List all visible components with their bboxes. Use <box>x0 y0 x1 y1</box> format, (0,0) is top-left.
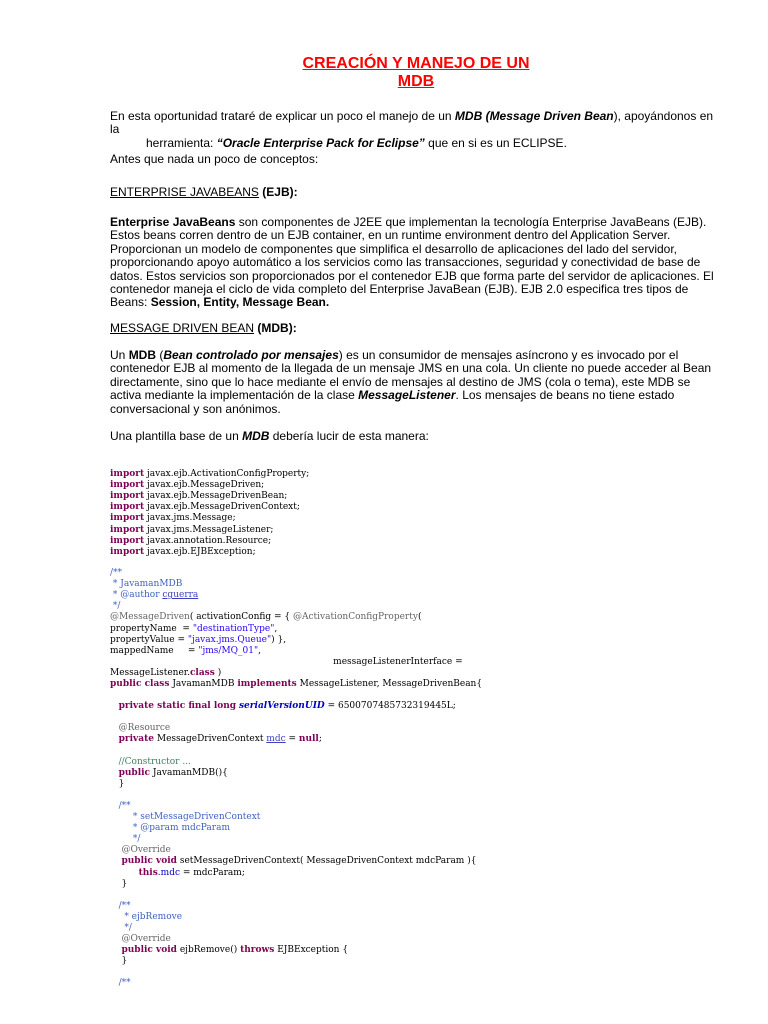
concepts-intro: Antes que nada un poco de conceptos: <box>110 152 319 166</box>
template-intro: Una plantilla base de un MDB debería lucir de esta manera: <box>110 429 429 443</box>
code-class-header: /** * JavamanMDB * @author cguerra */ @MessageDriven( activationConfig = { @ActivationConfigProperty( propertyName = "destinationType", propertyValue = "javax.jms.Queue") }, mappedName = "jms/MQ_01", messageListenerInterface = MessageListener.class ) public class JavamanMDB implements MessageListener, MessageDrivenBean{ <box>110 568 483 690</box>
document-title-line-2: MDB <box>397 73 435 90</box>
author-link: cguerra <box>162 590 199 601</box>
mdb-paragraph: Un MDB (Bean controlado por mensajes) es un consumidor de mensajes asíncrono y es invocado por el contenedor EJB al momento de la llegada de un mensaje JMS en una cola. Un cliente no puede acceder al Bean directamente, sino que lo hace mediante el envío de mensajes al destino de JMS (cola o tema), este MDB se activa mediante la implementación de la clase MessageListener. Los mensajes de beans no tiene estado conversacional y son anónimos. <box>110 348 712 416</box>
mdb-heading: MESSAGE DRIVEN BEAN (MDB): <box>110 321 297 335</box>
code-imports: import javax.ejb.ActivationConfigProperty; import javax.ejb.MessageDriven; import javax.ejb.MessageDrivenBean; import javax.ejb.MessageDrivenContext; import javax.jms.Message; import javax.jms.MessageListener; import javax.annotation.Resource; import javax.ejb.EJBException; <box>110 469 310 557</box>
document-title-line-1: CREACIÓN Y MANEJO DE UN <box>302 55 530 72</box>
code-class-body: private static final long serialVersionUID = 6500707485732319445L; @Resource private MessageDrivenContext mdc = null; //Constructor ... public JavamanMDB(){ } /** * setMessageDrivenContext * @param mdcParam */ @Override public void setMessageDrivenContext( MessageDrivenContext mdcParam ){ this.mdc = mdcParam; } /** * ejbRemove */ @Override public void ejbRemove() throws EJBException { } /** <box>118 701 477 989</box>
ejb-heading: ENTERPRISE JAVABEANS (EJB): <box>110 185 298 199</box>
ejb-paragraph: Enterprise JavaBeans son componentes de J2EE que implementan la tecnología Enterprise JavaBeans (EJB). Estos beans corren dentro de un EJB container, en un runtime environment dentro del Application Server. Proporcionan un modelo de componentes que simplifica el desarrollo de aplicaciones del lado del servidor, proporcionando apoyo automático a los servicios como las transacciones, seguridad y conectividad de base de datos. Estos servicios son proporcionados por el contenedor EJB que forma parte del servidor de aplicaciones. El contenedor maneja el ciclo de vida completo del Enterprise JavaBean (EJB). EJB 2.0 especifica tres tipos de Beans: Session, Entity, Message Bean. <box>110 215 714 310</box>
import-keyword: import <box>110 469 145 480</box>
intro-paragraph: En esta oportunidad trataré de explicar un poco el manejo de un MDB (Message Driven Bean), apoyándonos en la herramienta: “Oracle Enterprise Pack for Eclipse” que en si es un ECLIPSE. <box>110 109 714 150</box>
